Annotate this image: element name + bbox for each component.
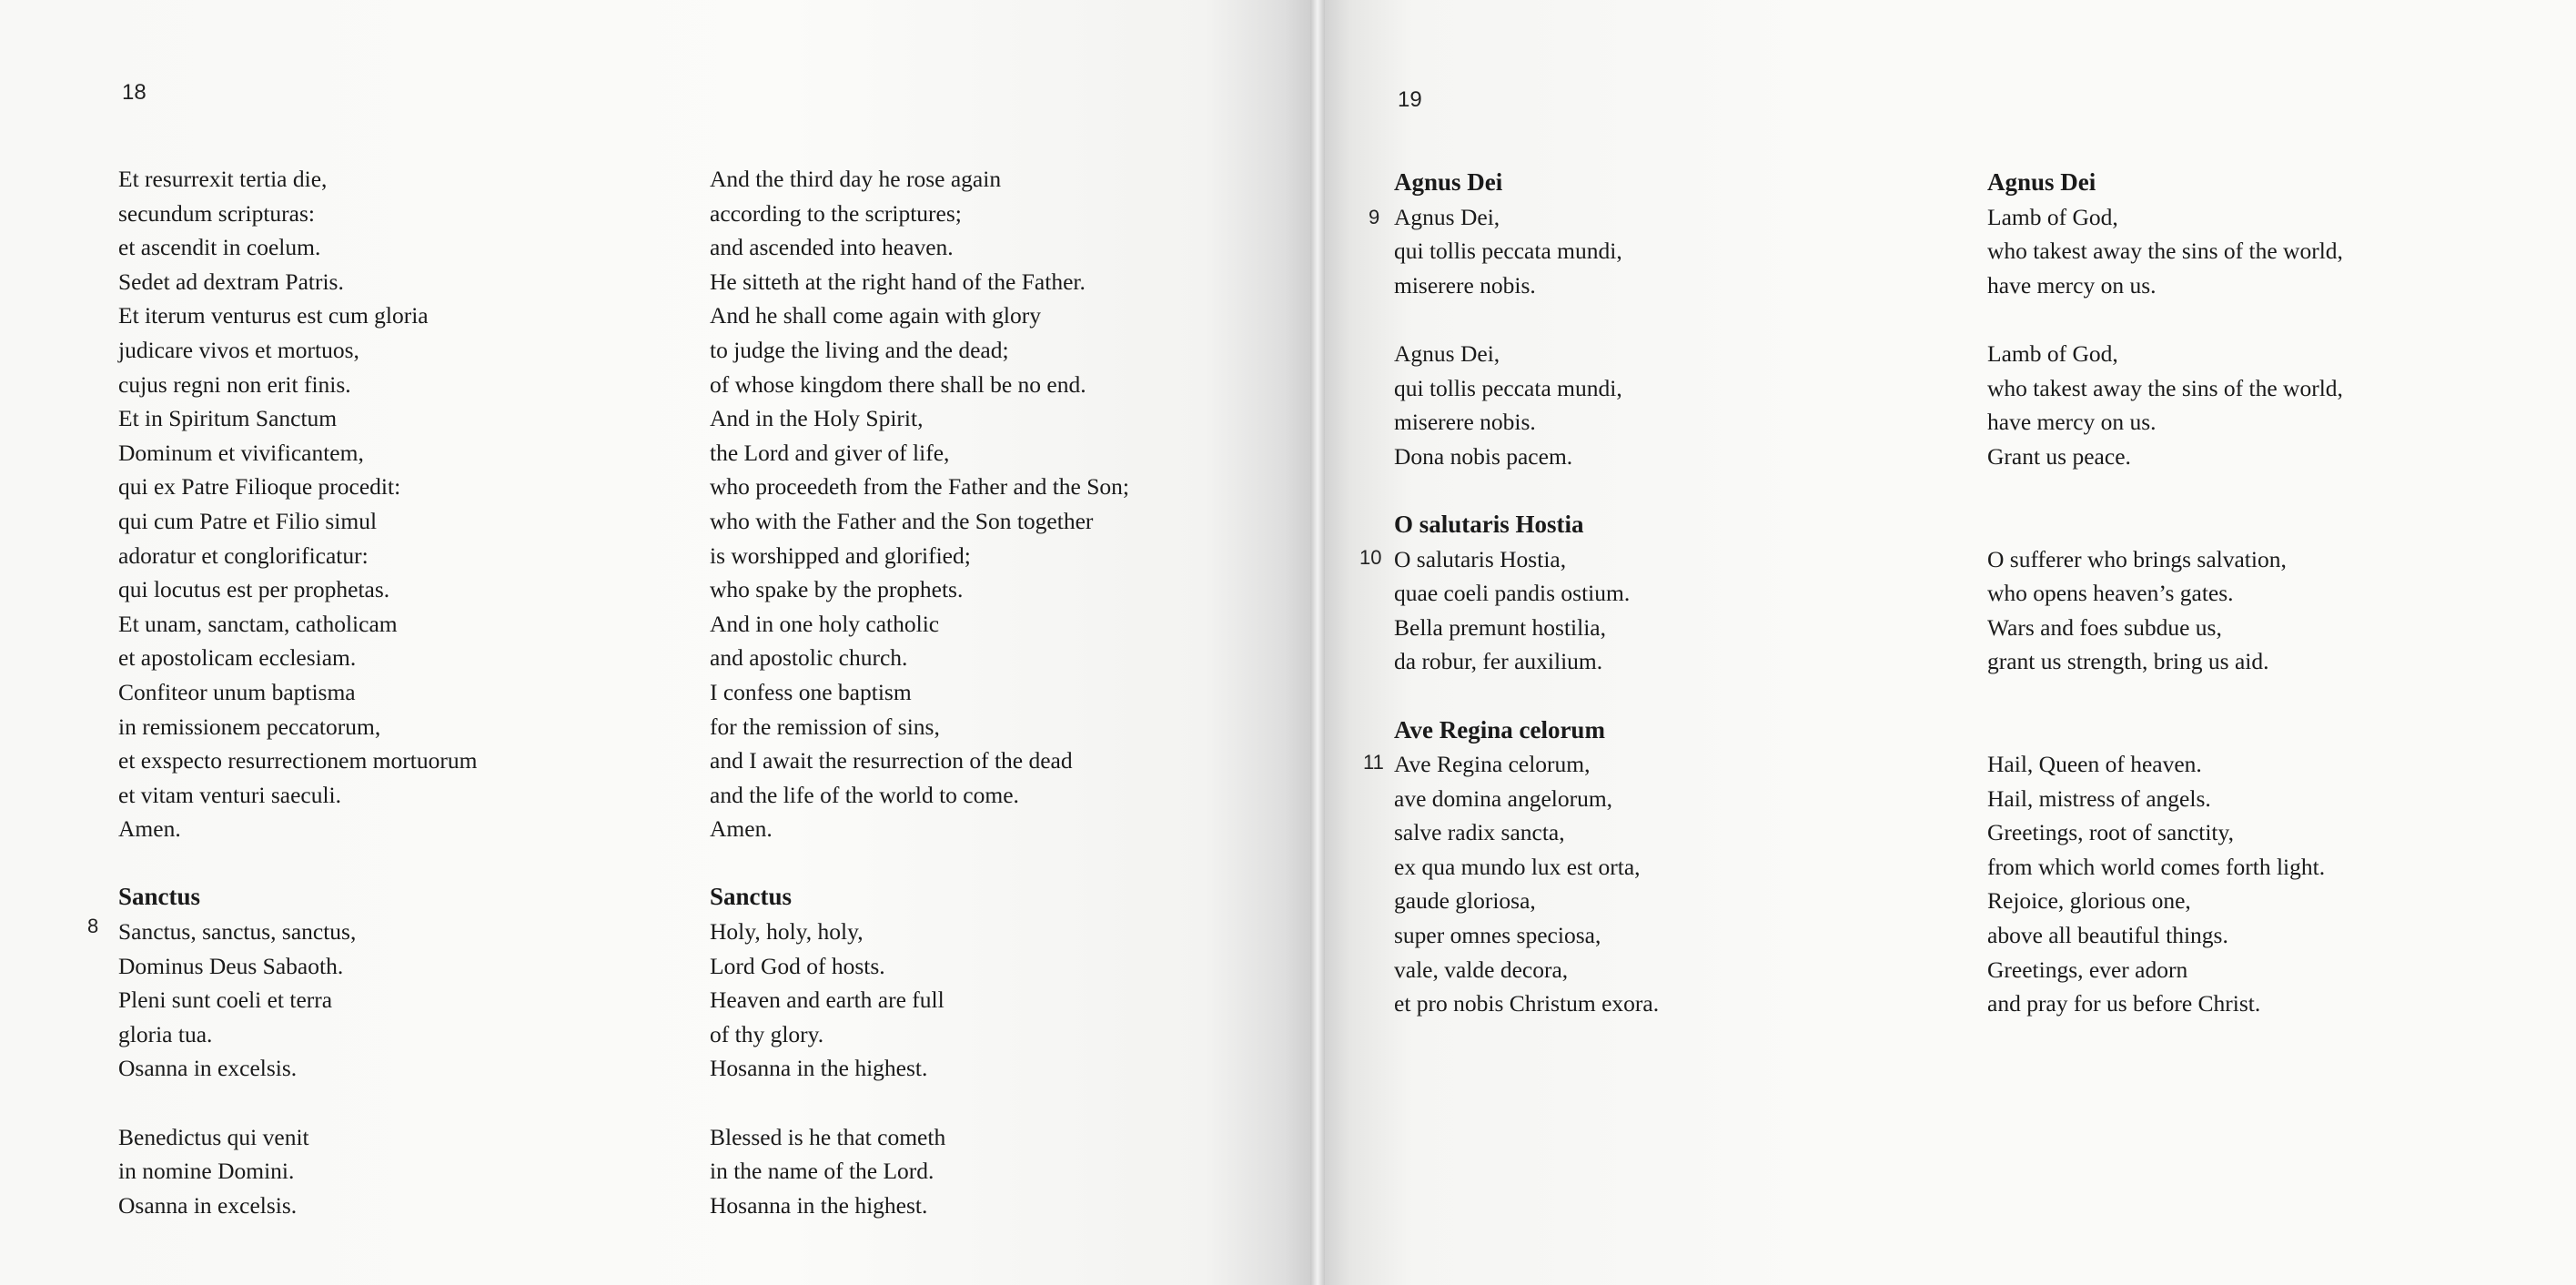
verse-line: qui cum Patre et Filio simul <box>118 507 378 534</box>
verse-line: Greetings, ever adorn <box>1987 956 2188 983</box>
verse-line: Hail, Queen of heaven. <box>1987 751 2202 778</box>
verse-line: Bella premunt hostilia, <box>1394 613 1606 641</box>
verse-line: qui locutus est per prophetas. <box>118 576 390 603</box>
verse-line: Rejoice, glorious one, <box>1987 887 2191 915</box>
verse-line: qui ex Patre Filioque procedit: <box>118 473 401 501</box>
verse-line: salve radix sancta, <box>1394 819 1565 846</box>
verse-line: Et in Spiritum Sanctum <box>118 405 338 432</box>
verse-line: Pleni sunt coeli et terra <box>118 987 333 1014</box>
verse-line: is worshipped and glorified; <box>710 541 971 569</box>
verse-line: And the third day he rose again <box>710 166 1002 192</box>
agnus-latin <box>1394 337 1659 473</box>
verse-line: Lamb of God, <box>1987 339 2118 367</box>
verse-line: Amen. <box>710 815 773 843</box>
verse-line: Lamb of God, <box>1987 203 2118 230</box>
verse-line: ave domina angelorum, <box>1394 784 1613 812</box>
agnus-english <box>1987 337 2343 473</box>
verse-line: in the name of the Lord. <box>710 1158 934 1185</box>
verse-line: Greetings, root of sanctity, <box>1987 819 2234 846</box>
verse-line: who opens heaven’s gates. <box>1987 580 2234 607</box>
salutaris-latin <box>1394 542 1659 679</box>
verse-line: Benedictus qui venit <box>118 1123 309 1150</box>
verse-line: and apostolic church. <box>710 644 908 672</box>
verse-line: and I await the resurrection of the dead <box>710 747 1073 774</box>
verse-line: Lord God of hosts. <box>710 952 885 979</box>
english-column <box>1987 166 2343 1021</box>
regina-latin <box>1394 747 1659 1021</box>
credo-latin <box>118 162 477 846</box>
verse-line: quae coeli pandis ostium. <box>1394 580 1631 607</box>
verse-line: Holy, holy, holy, <box>710 918 864 946</box>
page-number: 19 <box>1398 87 1422 112</box>
verse-line: and ascended into heaven. <box>710 234 954 261</box>
credo-english <box>710 162 1129 846</box>
verse-line: the Lord and giver of life, <box>710 439 950 466</box>
verse-line: Et unam, sanctam, catholicam <box>118 610 398 637</box>
verse-line: vale, valde decora, <box>1394 956 1569 983</box>
section-heading: Agnus Dei <box>1987 168 2096 196</box>
verse-line: miserere nobis. <box>1394 409 1536 436</box>
verse-line: Blessed is he that cometh <box>710 1123 946 1150</box>
section-heading: Sanctus <box>710 883 793 911</box>
page-number: 18 <box>122 80 146 105</box>
verse-line: Osanna in excelsis. <box>118 1191 298 1219</box>
verse-line: Ave Regina celorum, <box>1394 751 1591 778</box>
verse-line: and the life of the world to come. <box>710 781 1019 808</box>
verse-line: Et iterum venturus est cum gloria <box>118 302 429 329</box>
verse-line: O salutaris Hostia, <box>1394 545 1567 572</box>
verse-line: Heaven and earth are full <box>710 987 945 1014</box>
verse-line: O sufferer who brings salvation, <box>1987 545 2287 572</box>
verse-line: judicare vivos et mortuos, <box>118 336 359 363</box>
verse-line: et ascendit in coelum. <box>118 234 321 261</box>
verse-line: Sedet ad dextram Patris. <box>118 268 344 295</box>
verse-line: Dona nobis pacem. <box>1394 442 1573 470</box>
verse-line: He sitteth at the right hand of the Father. <box>710 268 1086 295</box>
verse-line: Agnus Dei, <box>1394 339 1500 367</box>
verse-line: have mercy on us. <box>1987 271 2157 298</box>
right-page <box>1325 0 2576 1285</box>
english-column <box>710 162 1129 1222</box>
agnus-english <box>1987 200 2343 303</box>
verse-line: et exspecto resurrectionem mortuorum <box>118 747 478 774</box>
latin-column <box>118 162 477 1222</box>
verse-line: I confess one baptism <box>710 678 912 705</box>
verse-line: grant us strength, bring us aid. <box>1987 648 2269 675</box>
verse-line: and pray for us before Christ. <box>1987 990 2261 1017</box>
verse-line: gaude gloriosa, <box>1394 887 1536 915</box>
verse-line: of whose kingdom there shall be no end. <box>710 370 1086 398</box>
verse-line: who spake by the prophets. <box>710 576 964 603</box>
verse-line: gloria tua. <box>118 1020 213 1047</box>
benedictus-english <box>710 1120 1129 1223</box>
verse-line: Wars and foes subdue us, <box>1987 613 2222 641</box>
verse-line: who proceedeth from the Father and the Son; <box>710 473 1129 501</box>
verse-line: to judge the living and the dead; <box>710 336 1009 363</box>
verse-line: according to the scriptures; <box>710 199 962 227</box>
verse-line: qui tollis peccata mundi, <box>1394 374 1622 401</box>
salutaris-english <box>1987 542 2343 679</box>
verse-line: Hosanna in the highest. <box>710 1055 928 1082</box>
verse-line: Dominum et vivificantem, <box>118 439 364 466</box>
section-heading: Sanctus <box>118 883 201 911</box>
verse-line: Dominus Deus Sabaoth. <box>118 952 344 979</box>
verse-line: of thy glory. <box>710 1020 824 1047</box>
section-heading: Ave Regina celorum <box>1394 715 1605 744</box>
verse-line: Osanna in excelsis. <box>118 1055 298 1082</box>
verse-line: cujus regni non erit finis. <box>118 370 351 398</box>
sanctus-latin <box>118 915 477 1086</box>
verse-line: et apostolicam ecclesiam. <box>118 644 357 672</box>
verse-line: miserere nobis. <box>1394 271 1536 298</box>
verse-line: ex qua mundo lux est orta, <box>1394 853 1641 880</box>
verse-number: 11 <box>1363 751 1384 774</box>
regina-english <box>1987 747 2343 1021</box>
verse-line: have mercy on us. <box>1987 409 2157 436</box>
latin-column <box>1394 166 1659 1021</box>
verse-number: 10 <box>1359 546 1382 569</box>
verse-line: who takest away the sins of the world, <box>1987 374 2343 401</box>
verse-line: And in one holy catholic <box>710 610 940 637</box>
verse-line: Agnus Dei, <box>1394 203 1500 230</box>
verse-line: Amen. <box>118 815 181 843</box>
verse-line: et pro nobis Christum exora. <box>1394 990 1660 1017</box>
section-heading: O salutaris Hostia <box>1394 510 1584 538</box>
verse-line: And he shall come again with glory <box>710 302 1041 329</box>
verse-line: Et resurrexit tertia die, <box>118 166 328 192</box>
verse-line: in nomine Domini. <box>118 1158 295 1185</box>
verse-line: who with the Father and the Son together <box>710 507 1094 534</box>
verse-line: above all beautiful things. <box>1987 922 2228 949</box>
verse-line: secundum scripturas: <box>118 199 315 227</box>
verse-number: 8 <box>87 915 99 937</box>
verse-line: da robur, fer auxilium. <box>1394 648 1603 675</box>
verse-line: And in the Holy Spirit, <box>710 405 924 432</box>
verse-line: for the remission of sins, <box>710 713 940 740</box>
verse-line: Hail, mistress of angels. <box>1987 784 2211 812</box>
section-heading: Agnus Dei <box>1394 168 1503 196</box>
benedictus-latin <box>118 1120 477 1223</box>
verse-line: Hosanna in the highest. <box>710 1191 928 1219</box>
verse-line: super omnes speciosa, <box>1394 922 1601 949</box>
book-gutter <box>1310 0 1325 1285</box>
sanctus-english <box>710 915 1129 1086</box>
agnus-latin <box>1394 200 1659 303</box>
verse-line: Grant us peace. <box>1987 442 2131 470</box>
verse-line: from which world comes forth light. <box>1987 853 2326 880</box>
verse-line: et vitam venturi saeculi. <box>118 781 342 808</box>
verse-line: in remissionem peccatorum, <box>118 713 381 740</box>
verse-line: qui tollis peccata mundi, <box>1394 238 1622 265</box>
verse-line: Confiteor unum baptisma <box>118 678 356 705</box>
verse-line: Sanctus, sanctus, sanctus, <box>118 918 357 946</box>
verse-line: adoratur et conglorificatur: <box>118 541 369 569</box>
verse-number: 9 <box>1369 206 1380 228</box>
verse-line: who takest away the sins of the world, <box>1987 238 2343 265</box>
